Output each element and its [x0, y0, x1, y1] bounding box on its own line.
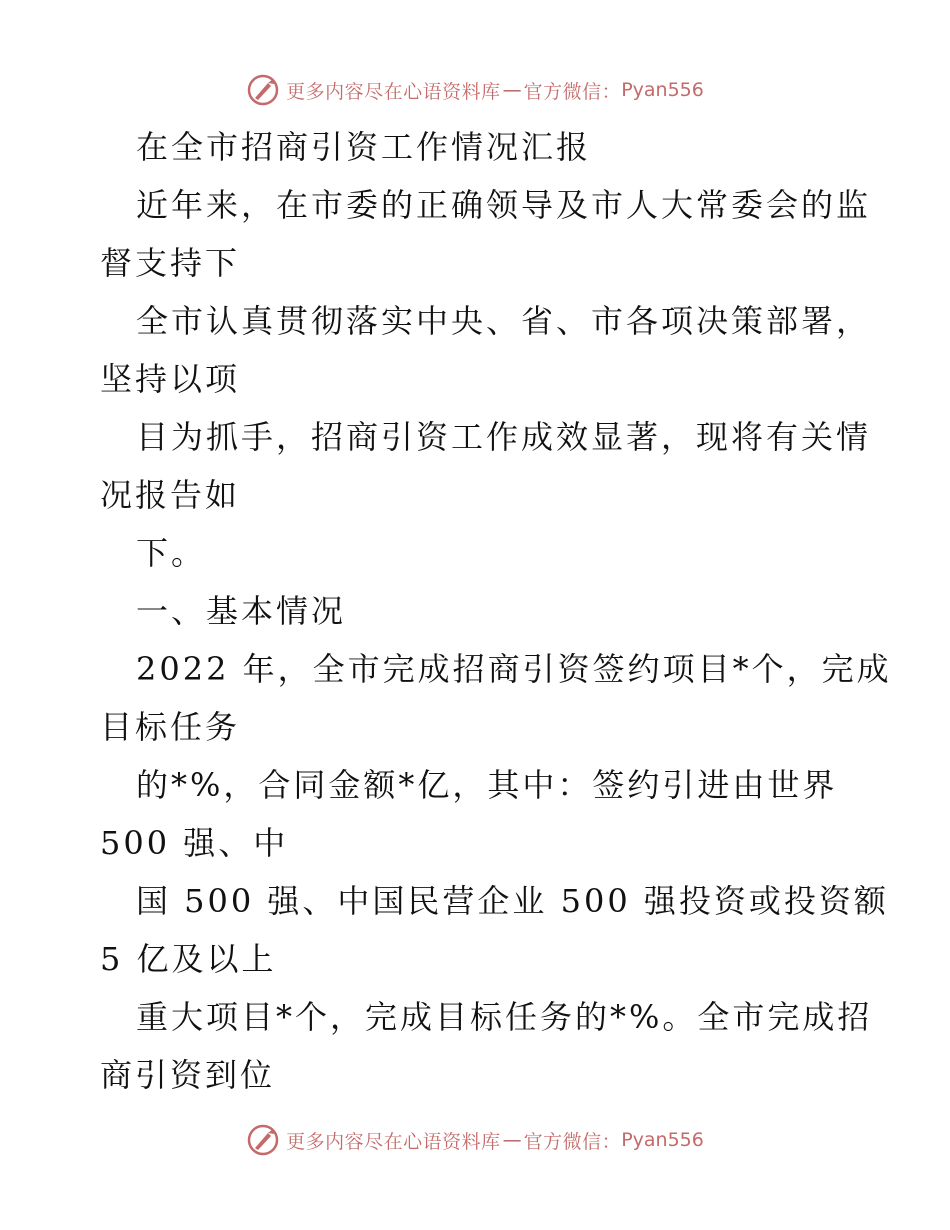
- paragraph-line: 目为抓手，招商引资工作成效显著，现将有关情: [136, 418, 872, 456]
- quill-pen-icon: [246, 1123, 280, 1157]
- watermark-text: 更多内容尽在心语资料库: [286, 1130, 501, 1153]
- paragraph-line: 2022 年，全市完成招商引资签约项目*个，完成: [136, 650, 892, 688]
- watermark-label: 官方微信：: [523, 1130, 622, 1153]
- paragraph-line: 的*%，合同金额*亿，其中：签约引进由世界: [136, 766, 838, 804]
- paragraph-line: 况报告如: [100, 476, 241, 514]
- watermark-text: 更多内容尽在心语资料库: [286, 80, 501, 103]
- paragraph-line: 500 强、中: [100, 824, 289, 862]
- header-watermark: [0, 70, 950, 110]
- quill-pen-icon: [246, 73, 280, 107]
- paragraph-line: 5 亿及以上: [100, 940, 277, 978]
- document-title: 在全市招商引资工作情况汇报: [136, 128, 592, 166]
- watermark-dash: —: [502, 79, 522, 101]
- paragraph-line: 重大项目*个，完成目标任务的*%。全市完成招: [136, 998, 873, 1036]
- paragraph-line: 目标任务: [100, 708, 241, 746]
- paragraph-line: 近年来，在市委的正确领导及市人大常委会的监: [136, 186, 872, 224]
- paragraph-line: 国 500 强、中国民营企业 500 强投资或投资额: [136, 882, 889, 920]
- paragraph-line: 全市认真贯彻落实中央、省、市各项决策部署，: [136, 302, 872, 340]
- paragraph-line: 坚持以项: [100, 360, 241, 398]
- watermark-dash: —: [502, 1129, 522, 1151]
- watermark-label: 官方微信：: [523, 80, 622, 103]
- watermark-handle: Pyan556: [621, 1129, 704, 1151]
- section-heading: 一、基本情况: [136, 592, 347, 630]
- paragraph-line: 督支持下: [100, 244, 241, 282]
- paragraph-line: 下。: [136, 534, 207, 572]
- footer-watermark: [0, 1120, 950, 1160]
- paragraph-line: 商引资到位: [100, 1056, 276, 1094]
- watermark-handle: Pyan556: [621, 79, 704, 101]
